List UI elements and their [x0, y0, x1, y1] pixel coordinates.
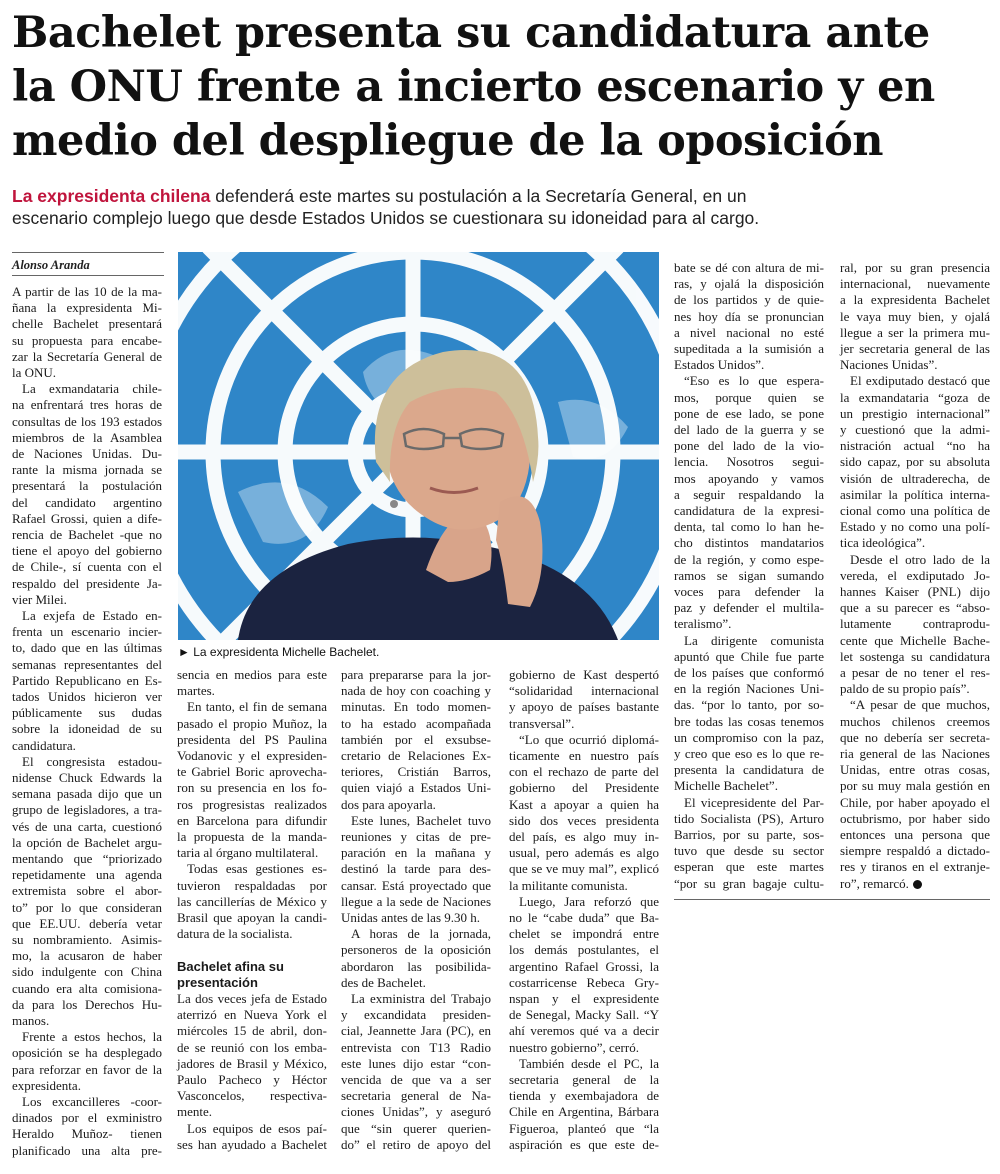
text-line: destinó la tarde para des- — [341, 861, 491, 877]
text-line: Los excancilleres -coor- — [22, 1094, 162, 1109]
text-line: gobierno del Presidente — [509, 780, 659, 796]
text-line: das. “por lo tanto, por so- — [674, 697, 824, 713]
text-line: La exjefa de Estado en- — [22, 608, 162, 623]
text-line: aterrizó en Nueva York el — [177, 1007, 327, 1023]
text-line: Frente a estos hechos, la — [22, 1029, 162, 1045]
text-line: nistración actual “no ha — [840, 438, 990, 454]
text-line: teralismo”. — [674, 616, 732, 632]
text-line: te Gabriel Boric aprovecha- — [177, 764, 327, 780]
text-line: nada de hoy con coaching y — [341, 683, 491, 699]
text-line: Unidas antes de las 9.30 h. — [341, 910, 481, 925]
text-line: en Barcelona para difundir — [177, 812, 327, 828]
byline: Alonso Aranda — [12, 258, 90, 272]
text-line: internacional, nuevamente — [840, 276, 990, 292]
text-line: Estado y no como una polí- — [840, 519, 990, 535]
text-line: teriores, Cristián Barros, — [341, 764, 491, 780]
headline-line: Bachelet presenta su candidatura ante — [12, 8, 930, 58]
text-line: vés de una carta, cuestionó — [12, 818, 162, 834]
text-line: Brasil que apoyan la candi- — [177, 910, 327, 925]
text-line: con el rechazo de parte del — [509, 764, 659, 780]
text-line: paz y defender el multila- — [674, 600, 824, 616]
text-line: y apoyo de países bastante — [509, 699, 659, 715]
text-line: presenta la candidatura de — [674, 762, 824, 778]
text-line: entonces una persona que — [840, 827, 990, 842]
photo-michelle-bachelet — [178, 252, 659, 640]
text-line: También desde el PC, la — [519, 1055, 659, 1071]
text-line: muchos chilenos creemos — [840, 713, 990, 729]
text-line: vereda, el exdiputado Jo- — [840, 567, 990, 583]
text-line: mos, porque quien se — [674, 389, 824, 405]
text-line: los demás postulantes, el — [509, 942, 659, 958]
text-line: le vaya muy bien, y ojalá — [840, 308, 990, 324]
text-line: candidatura. — [12, 737, 76, 753]
text-line: miembros de la Asamblea — [12, 429, 162, 445]
text-line: mos apoyando y vamos — [674, 470, 824, 486]
text-line: no le “cabe duda” que Ba- — [509, 910, 659, 925]
text-line: usual, pero además es algo — [509, 845, 659, 861]
text-line: taria al órgano multilateral. — [177, 845, 319, 861]
text-line: ciones Unidas”, y aseguró — [341, 1104, 491, 1120]
text-line: sido indulgente con China — [12, 964, 162, 980]
text-line: la opción de Bachelet argu- — [12, 834, 162, 850]
text-line: repetidamente una agenda — [12, 867, 162, 883]
headline — [12, 6, 992, 168]
text-line: expresidenta. — [12, 1077, 81, 1093]
text-line: entrevista con T13 Radio — [341, 1039, 491, 1055]
text-line: ros progresistas realizados — [177, 796, 327, 812]
text-line: asimilar la política interna- — [840, 486, 990, 502]
headline-line: medio del despliegue de la oposición — [12, 116, 884, 166]
text-line: a pesar de no tener el res- — [840, 665, 990, 680]
text-line: da para los Derechos Hu- — [12, 996, 162, 1012]
text-line: de la región, y como espe- — [674, 551, 824, 567]
text-line: semanas representantes del — [12, 656, 162, 672]
text-line: presentará la postulación — [12, 478, 162, 494]
text-line: tido Socialista (PS), Arturo — [674, 810, 824, 826]
text-line: res y tiranos en el extranje- — [840, 859, 990, 875]
text-line: sobre la idoneidad de su — [12, 721, 162, 737]
text-line: sencia en medios para este — [177, 667, 327, 682]
text-line: sido capaz, por su absoluta — [840, 454, 990, 470]
text-line: rencia de Bachelet -que no — [12, 527, 162, 542]
text-line: un compromiso con la paz, — [674, 729, 824, 745]
text-line: de Chile-, sí cuenta con el — [12, 559, 162, 575]
text-line: del lado de la guerra y se — [674, 422, 824, 437]
text-line: pone del lado de la vio- — [674, 438, 824, 454]
text-line: cansar. Está proyectado que — [341, 877, 491, 893]
text-line: siempre respaldó a dictado- — [840, 843, 990, 859]
end-of-article-mark — [913, 880, 922, 889]
text-line: supeditada a la sumisión a — [674, 341, 824, 356]
text-line: Los equipos de esos paí- — [187, 1120, 327, 1136]
text-line: Desde el otro lado de la — [850, 551, 990, 567]
text-line: tiene el apoyo del gobierno — [12, 543, 162, 559]
text-line: presidenta del PS Paulina — [177, 731, 327, 747]
text-line: cional como una política de — [840, 503, 990, 518]
text-line: vier Milei. — [12, 591, 67, 607]
subheading: presentación — [177, 974, 258, 990]
lead-highlight: La expresidenta chilena — [12, 186, 211, 206]
text-line: que EE.UU. debería vetar — [12, 915, 162, 931]
text-line: dos para apoyarla. — [341, 796, 436, 812]
lead-text: escenario complejo luego que desde Estados Unidos se cuestionara su idoneidad para al cargo. — [12, 208, 760, 228]
text-line: apuntó que Chile fue parte — [674, 648, 824, 664]
text-line: a nivel nacional no esté — [674, 324, 824, 340]
text-line: cho distintos mandatarios — [674, 535, 824, 551]
text-line: a la expresidenta Bachelet — [840, 292, 990, 308]
text-line: datura de la socialista. — [177, 926, 293, 942]
text-line: su nombramiento. Asimis- — [12, 932, 162, 947]
text-line: cente que Michelle Bache- — [840, 632, 990, 648]
text-line: ramos se sigan sumando — [674, 567, 824, 583]
text-line: argentino Rafael Grossi, la — [509, 958, 659, 974]
text-line: Vodanovic y el expresiden- — [177, 748, 327, 763]
text-line: voces para defender la — [674, 584, 824, 599]
text-line: to” por lo que consideran — [12, 899, 162, 915]
text-line: tica ideológica”. — [840, 535, 926, 551]
text-line: secretaria general de la — [509, 1072, 659, 1087]
text-line: mentando que “priorizado — [12, 851, 162, 866]
text-line: vencida de que va a ser — [341, 1072, 491, 1087]
text-line: abordaron las posibilida- — [341, 958, 491, 974]
text-line: “por su gran bagaje cultu- — [674, 875, 824, 891]
text-line: chelet se impondrá entre — [509, 926, 659, 942]
text-line: y creo que eso es lo que re- — [674, 746, 824, 761]
text-line: Heraldo Muñoz- tienen — [12, 1126, 162, 1142]
text-line: Unidas, entre otras cosas, — [840, 762, 990, 778]
text-line: lencia. Nosotros segui- — [674, 454, 824, 470]
text-line: cretario de Relaciones Ex- — [341, 748, 491, 763]
text-line: cuando era alta comisiona- — [12, 980, 162, 996]
text-line: su propuesta para encabe- — [12, 332, 162, 348]
text-line: na enfrentará tres horas de — [12, 397, 162, 413]
text-line: El vicepresidente del Par- — [684, 794, 824, 810]
text-line: octubrismo, por haber sido — [840, 810, 990, 826]
text-line: La exministra del Trabajo — [351, 991, 491, 1006]
text-line: personeros de la oposición — [341, 942, 491, 958]
text-line — [840, 876, 990, 892]
text-line: de los partidos y de quie- — [674, 292, 824, 308]
text-line: del país, es algo muy in- — [509, 829, 659, 844]
text-line: “Lo que ocurrió diplomá- — [519, 731, 659, 747]
text-line: tuvieron respaldadas por — [177, 877, 327, 893]
text-line-content: ro”, remarcó. — [840, 875, 909, 891]
text-line: y cuestionó que la admi- — [840, 422, 990, 437]
text-line: nspan y el expresidente — [509, 991, 659, 1006]
text-line: del candidato argentino — [12, 494, 162, 510]
text-line: zar la Secretaría General de — [12, 348, 162, 364]
text-line: lutamente contraprodu- — [840, 616, 990, 632]
text-line: ria general de las Naciones — [840, 746, 990, 761]
text-line: un prestigio internacional” — [840, 405, 990, 421]
text-line: públicamente sus dudas — [12, 705, 162, 721]
text-line: A horas de la jornada, — [351, 926, 491, 942]
text-line: “Eso es lo que espera- — [684, 373, 824, 389]
text-line: hannes Kaiser (PNL) dijo — [840, 584, 990, 599]
text-line: sido dos veces presidenta — [509, 812, 659, 828]
text-line: cial, Jeannette Jara (PC), en — [341, 1023, 491, 1039]
text-line: planificado una alta pre- — [12, 1142, 162, 1158]
text-line: la exmandataria “goza de — [840, 389, 990, 405]
text-line: por su muy mala gestión en — [840, 778, 990, 794]
text-line: a seguir respaldando la — [674, 486, 824, 502]
text-line: Chile en Argentina, Bárbara — [509, 1104, 659, 1120]
text-line: en la región Naciones Uni- — [674, 681, 824, 697]
text-line: que “sin querer querien- — [341, 1120, 491, 1136]
lead-text: defenderá este martes su postulación a la Secretaría General, en un — [210, 186, 747, 206]
text-line: jadores de Brasil y México, — [177, 1055, 327, 1071]
text-line: paración en la mañana y — [341, 845, 491, 861]
text-line: gobierno de Kast despertó — [509, 667, 659, 682]
text-line: visión de ultraderecha, de — [840, 470, 990, 486]
text-line: martes. — [177, 683, 215, 699]
text-line: de los países que conformó — [674, 665, 824, 680]
text-line: también por el exsubse- — [341, 731, 491, 747]
text-line: Figueroa, planteó que “la — [509, 1120, 659, 1136]
text-line: Partido Republicano en Es- — [12, 672, 162, 688]
text-line: pasado el propio Muñoz, la — [177, 715, 327, 731]
text-line: extremista sobre el abor- — [12, 883, 162, 899]
text-line: let sostenga su candidatura — [840, 648, 990, 664]
text-line: transversal”. — [509, 715, 575, 731]
text-line: llegue a ser la primera mu- — [840, 324, 990, 340]
subheading: Bachelet afina su — [177, 958, 284, 974]
text-line: para reforzar en favor de la — [12, 1061, 162, 1077]
text-line: “A pesar de que muchos, — [850, 697, 990, 713]
text-line: dinados por el exministro — [12, 1110, 162, 1126]
text-line: bate se dé con altura de mi- — [674, 260, 824, 275]
text-line: oposición se ha desplegado — [12, 1045, 162, 1061]
text-line: esperan que este martes — [674, 859, 824, 875]
lead-paragraph — [12, 185, 992, 229]
text-line: este lunes dijo estar “con- — [341, 1055, 491, 1071]
text-line: La dirigente comunista — [684, 632, 824, 648]
text-line: llegue a la sede de Naciones — [341, 893, 491, 909]
text-line: tuvo que desde su sector — [674, 843, 824, 859]
text-line: costarricense Rebeca Gry- — [509, 974, 659, 990]
text-line: Vasconcelos, respectiva- — [177, 1088, 327, 1104]
text-line: quien viajó a Estados Uni- — [341, 780, 491, 796]
text-line: semana pasada dijo que un — [12, 786, 162, 802]
byline-rule-top — [12, 252, 164, 253]
text-line: des de Bachelet. — [341, 974, 426, 990]
text-line: de se reunió con los emba- — [177, 1039, 327, 1055]
text-line: mo, la acusaron de haber — [12, 948, 162, 964]
headline-line: la ONU frente a incierto escenario y en — [12, 62, 935, 112]
text-line: Este lunes, Bachelet tuvo — [351, 812, 491, 828]
text-line: Estados Unidos”. — [674, 357, 765, 373]
text-line: Rafael Grossi, quien a dife- — [12, 510, 162, 526]
text-line: la propuesta de la manda- — [177, 829, 327, 844]
text-line: “solidaridad internacional — [509, 683, 659, 699]
text-line: chelle Bachelet presentará — [12, 316, 162, 332]
text-line: Barrios, por su parte, sos- — [674, 827, 824, 842]
text-line: de Senegal, Macky Sall. “Y — [509, 1007, 659, 1023]
text-line: que a su parecer es “abso- — [840, 600, 990, 616]
text-line: manos. — [12, 1013, 50, 1028]
text-line: miércoles 15 de abril, don- — [177, 1023, 327, 1039]
text-line: tados Unidos hicieron ver — [12, 689, 162, 704]
text-line: to ha estado acompañada — [341, 715, 491, 731]
text-line: Todas esas gestiones es- — [187, 861, 327, 877]
text-line: la ONU. — [12, 365, 57, 380]
text-line: grupo de legisladores, a tra- — [12, 802, 162, 818]
text-line: y excandidata presiden- — [341, 1007, 491, 1023]
article-end-rule — [674, 899, 990, 900]
text-line: do” el retiro de apoyo del — [341, 1136, 491, 1152]
text-line: reuniones y citas de pre- — [341, 829, 491, 844]
text-line: ses han ayudado a Bachelet — [177, 1136, 327, 1152]
text-line: tienda y exembajadora de — [509, 1088, 659, 1104]
text-line: rante la misma jornada se — [12, 462, 162, 478]
text-line: nes hoy día se pronuncian — [674, 308, 824, 324]
text-line: nidense Chuck Edwards la — [12, 770, 162, 785]
text-line: secretaria general de Na- — [341, 1088, 491, 1104]
photo-caption: ► La expresidenta Michelle Bachelet. — [178, 645, 380, 659]
text-line: Michelle Bachelet”. — [674, 778, 778, 794]
text-line: denta, tal como lo han he- — [674, 519, 824, 535]
text-line: ahí veremos qué va a decir — [509, 1023, 659, 1039]
text-line: que no debería ser secreta- — [840, 729, 990, 745]
text-line: ras, y ojalá la disposición — [674, 276, 824, 292]
text-line: de Naciones Unidas. Du- — [12, 446, 162, 461]
text-line: ticamente en nuestro país — [509, 748, 659, 763]
text-line: to, dado que en las últimas — [12, 640, 162, 656]
text-line: La exmandataria chile- — [22, 381, 162, 397]
text-line: ron su presencia en los fo- — [177, 780, 327, 796]
text-line: la militante comunista. — [509, 877, 628, 893]
text-line: mente. — [177, 1104, 213, 1120]
text-line: que se ve muy mal”, explicó — [509, 861, 659, 877]
text-line: Chile, por haber apoyado el — [840, 794, 990, 810]
text-line: para prepararse para la jor- — [341, 667, 491, 682]
text-line: bre todas las cosas tenemos — [674, 713, 824, 729]
byline-rule-bottom — [12, 275, 164, 276]
text-line: minutas. En todo momen- — [341, 699, 491, 715]
text-line: aspiración es que este de- — [509, 1136, 659, 1152]
text-line: Luego, Jara reforzó que — [519, 893, 659, 909]
text-line: candidatura de la expresi- — [674, 503, 824, 518]
text-line: las cancillerías de México y — [177, 893, 327, 909]
text-line: El exdiputado destacó que — [850, 373, 990, 389]
text-line: En tanto, el fin de semana — [187, 699, 327, 715]
text-line: El congresista estadou- — [22, 753, 162, 769]
text-line: ñana la expresidenta Mi- — [12, 300, 162, 316]
text-line: consultas de los 193 estados — [12, 413, 162, 429]
text-line: ral, por su gran presencia — [840, 260, 990, 275]
text-line: Naciones Unidas”. — [840, 357, 938, 373]
text-line: La dos veces jefa de Estado — [177, 991, 327, 1006]
text-line: Paulo Pacheco y Héctor — [177, 1072, 327, 1087]
text-line: A partir de las 10 de la ma- — [12, 284, 162, 299]
text-line: respaldo del presidente Ja- — [12, 575, 162, 591]
text-line: paldo de su propio país”. — [840, 681, 970, 697]
text-line: nuestro gobierno”, cerró. — [509, 1039, 639, 1055]
text-line: jer secretaria general de las — [840, 341, 990, 356]
text-line: pone de ese lado, se pone — [674, 405, 824, 421]
text-line: Kast a apoyar a quien ha — [509, 796, 659, 812]
text-line: frenta un escenario incier- — [12, 624, 162, 640]
